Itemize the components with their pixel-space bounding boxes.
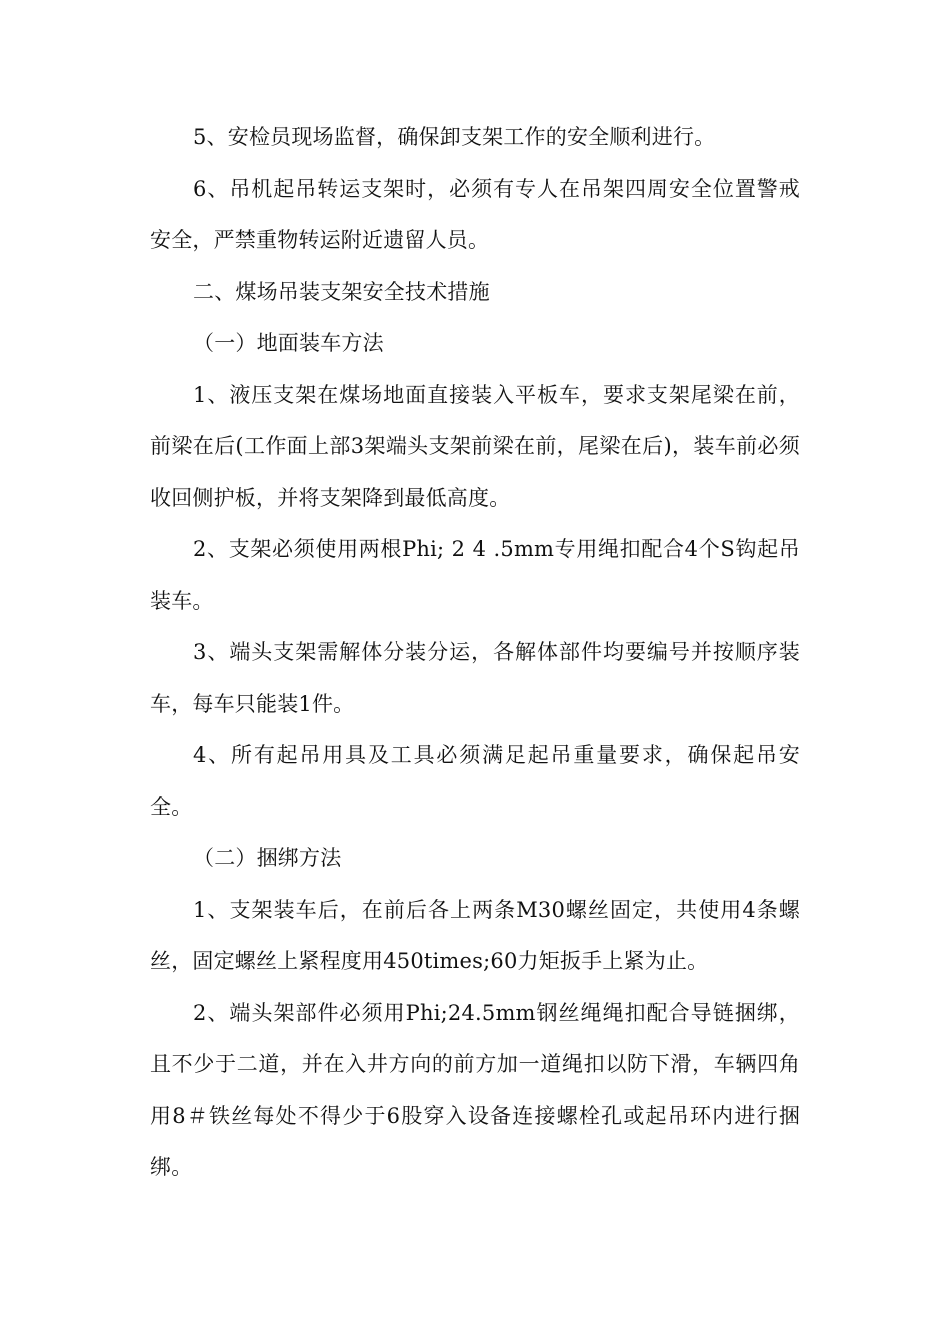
paragraph-loading-1: 1、液压支架在煤场地面直接装入平板车，要求支架尾梁在前，前梁在后(工作面上部3架端头支架前梁在前，尾梁在后)，装车前必须收回侧护板，并将支架降到最低高度。 xyxy=(150,382,800,510)
section-heading-2: 二、煤场吊装支架安全技术措施 xyxy=(193,279,490,304)
subsection-heading-1: （一）地面装车方法 xyxy=(193,331,384,355)
paragraph-loading-3: 3、端头支架需解体分装分运，各解体部件均要编号并按顺序装车，每车只能装1件。 xyxy=(150,640,800,716)
paragraph-binding-1: 1、支架装车后，在前后各上两条M30螺丝固定，共使用4条螺丝，固定螺丝上紧程度用450times;60力矩扳手上紧为止。 xyxy=(150,897,800,973)
paragraph-loading-4: 4、所有起吊用具及工具必须满足起吊重量要求，确保起吊安全。 xyxy=(150,743,800,819)
paragraph-item-6-crane-warning: 6、吊机起吊转运支架时，必须有专人在吊架四周安全位置警戒安全，严禁重物转运附近遗留人员。 xyxy=(150,176,800,252)
paragraph-binding-2: 2、端头架部件必须用Phi;24.5mm钢丝绳绳扣配合导链捆绑，且不少于二道，并在入井方向的前方加一道绳扣以防下滑，车辆四角用8＃铁丝每处不得少于6股穿入设备连接螺栓孔或起吊环内进行捆绑。 xyxy=(150,1000,800,1179)
paragraph-loading-2: 2、支架必须使用两根Phi; 2 4 .5mm专用绳扣配合4个S钩起吊装车。 xyxy=(150,537,800,613)
subsection-heading-2: （二）捆绑方法 xyxy=(193,846,342,870)
paragraph-item-5-supervision: 5、安检员现场监督，确保卸支架工作的安全顺利进行。 xyxy=(193,125,716,149)
document-body xyxy=(150,112,800,1194)
